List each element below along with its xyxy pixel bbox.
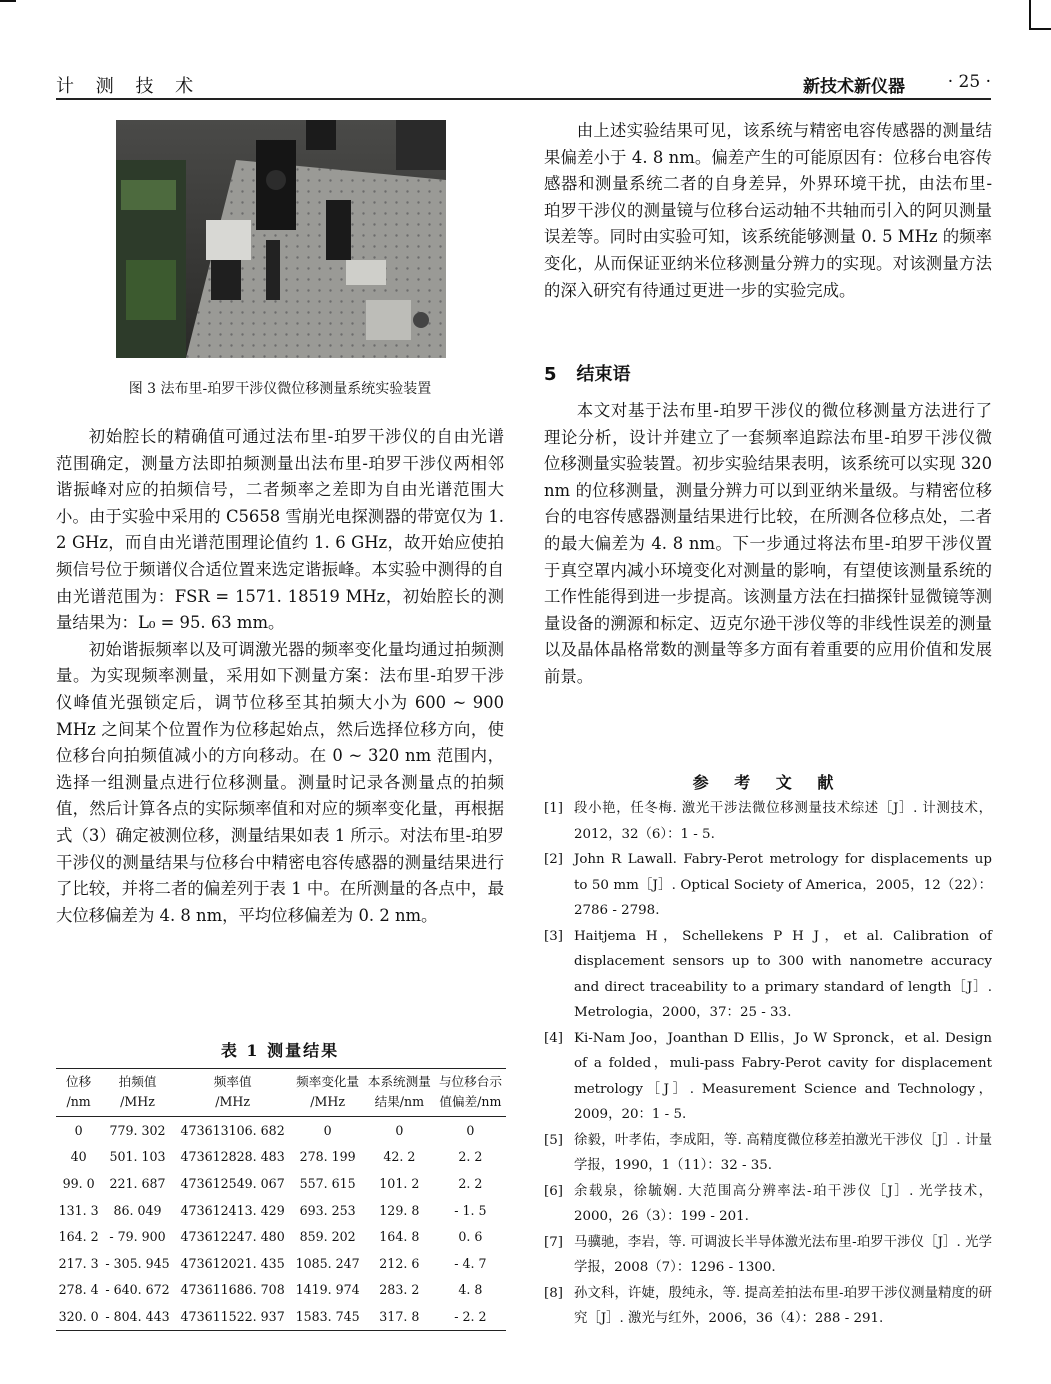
- table-cell: 1085. 247: [295, 1255, 360, 1271]
- reference-text: Ki-Nam Joo，Joanthan D Ellis，Jo W Spronck，et al. Design of a folded，muli-pass Fabry-Perot cavity for displacement metrology［J］. Measurement Science and Technology，2009，20：1 - 5.: [574, 1030, 992, 1122]
- references-heading: 参 考 文 献: [692, 773, 844, 792]
- header-cell: 频率值: [174, 1069, 292, 1093]
- left-column: [56, 424, 504, 929]
- table-cell: 40: [70, 1149, 87, 1165]
- table-cell: 1419. 974: [295, 1282, 360, 1298]
- table-cell: 473612549. 067: [180, 1175, 285, 1191]
- reference-item: [544, 1230, 992, 1281]
- header-cell: 值偏差/nm: [435, 1092, 506, 1117]
- table-cell: 278. 199: [299, 1149, 356, 1165]
- table-cell: 473612413. 429: [180, 1202, 285, 1218]
- reference-number: [4]: [544, 1030, 563, 1046]
- table-row: [56, 1117, 506, 1144]
- reference-text: 孙文科，许婕，殷纯永，等. 提高差拍法布里-珀罗干涉仪测量精度的研究［J］. 激光与红外，2006，36（4）：288 - 291.: [574, 1285, 992, 1326]
- table-cell: 473611686. 708: [180, 1282, 285, 1298]
- reference-item: [544, 924, 992, 1026]
- reference-number: [1]: [544, 801, 563, 816]
- header-cell: 位移: [56, 1069, 101, 1093]
- table-cell: 217. 3: [58, 1255, 99, 1271]
- table-row: [56, 1250, 506, 1277]
- header-cell: /MHz: [101, 1092, 174, 1117]
- table-row: [56, 1144, 506, 1171]
- reference-item: [544, 1179, 992, 1230]
- crop-mark-top-right-horizontal: [1029, 28, 1051, 30]
- paragraph-conclusion: 本文对基于法布里-珀罗干涉仪的微位移测量方法进行了理论分析，设计并建立了一套频率追踪法布里-珀罗干涉仪微位移测量实验装置。初步实验结果表明，该系统可以实现 320 nm 的位移测量，测量分辨力可以到亚纳米量级。与精密位移台的电容传感器测量结果进行比较，在所测各位移点处，二者的最大偏差为 4. 8 nm。下一步通过将法布里-珀罗干涉仪置于真空罩内减小环境变化对测量的影响，有望使该测量系统的工作性能得到进一步提高。该测量方法在扫描探针显微镜等测量设备的溯源和标定、迈克尔逊干涉仪等的非线性误差的测量以及晶体晶格常数的测量等多方面有着重要的应用价值和发展前景。: [544, 401, 992, 686]
- paragraph-frequency-measurement: 初始谐振频率以及可调激光器的频率变化量均通过拍频测量。为实现频率测量，采用如下测量方案：法布里-珀罗干涉仪峰值光强锁定后，调节位移至其拍频大小为 600 ~ 900 MHz 之间某个位置作为位移起始点，然后选择位移方向，使位移台向拍频值减小的方向移动。在 0 ~ 320 nm 范围内，选择一组测量点进行位移测量。测量时记录各测量点的拍频值，然后计算各点的实际频率值和对应的频率变化量，再根据式（3）确定被测位移，测量结果如表 1 所示。对法布里-珀罗干涉仪的测量结果与位移台中精密电容传感器的测量结果进行了比较，并将二者的偏差列于表 1 中。在所测量的各点中，最大位移偏差为 4. 8 nm，平均位移偏差为 0. 2 nm。: [56, 639, 504, 925]
- table-cell: 86. 049: [113, 1202, 162, 1218]
- table-header-row: [56, 1069, 506, 1093]
- table-row: [56, 1277, 506, 1304]
- figure-caption: 图 3 法布里-珀罗干涉仪微位移测量系统实验装置: [128, 381, 432, 397]
- running-header: [56, 72, 991, 100]
- table-cell: 320. 0: [56, 1303, 101, 1330]
- table-cell: - 305. 945: [105, 1255, 170, 1271]
- table-cell: 1583. 745: [291, 1303, 363, 1330]
- reference-number: [5]: [544, 1132, 563, 1148]
- table-cell: 0: [323, 1122, 332, 1138]
- table-cell: 2. 2: [458, 1175, 483, 1191]
- figure-3-photo: [116, 120, 446, 358]
- section-name: 新技术新仪器: [803, 77, 905, 97]
- table-cell: 42. 2: [383, 1149, 416, 1165]
- table-cell: - 4. 7: [454, 1255, 487, 1271]
- table-cell: 0: [466, 1122, 475, 1138]
- header-cell: 拍频值: [101, 1069, 174, 1093]
- table-cell: 164. 8: [379, 1229, 420, 1245]
- table-cell: 473612021. 435: [180, 1255, 285, 1271]
- table-cell: 4. 8: [458, 1282, 483, 1298]
- table-cell: 317. 8: [364, 1303, 435, 1330]
- header-cell: 与位移台示: [435, 1069, 506, 1093]
- reference-item: [544, 796, 992, 847]
- table-cell: 164. 2: [58, 1229, 99, 1245]
- table-cell: 99. 0: [62, 1175, 95, 1191]
- reference-item: [544, 1281, 992, 1332]
- table-cell: 501. 103: [109, 1149, 166, 1165]
- paragraph-results-discussion: 由上述实验结果可见，该系统与精密电容传感器的测量结果偏差小于 4. 8 nm。偏差产生的可能原因有：位移台电容传感器和测量系统二者的自身差异，外界环境干扰，由法布里-珀罗干涉仪的测量镜与位移台运动轴不共轴而引入的阿贝测量误差等。同时由实验可知，该系统能够测量 0. 5 MHz 的频率变化，从而保证亚纳米位移测量分辨力的实现。对该测量方法的深入研究有待通过更进一步的实验完成。: [544, 121, 992, 300]
- table-cell: - 640. 672: [105, 1282, 170, 1298]
- table-cell: 473612828. 483: [180, 1149, 285, 1165]
- header-cell: /nm: [56, 1092, 101, 1117]
- references-list: [544, 796, 992, 1332]
- table-cell: 278. 4: [58, 1282, 99, 1298]
- reference-text: 马骥驰，李岩，等. 可调波长半导体激光法布里-珀罗干涉仪［J］. 光学学报，2008（7）：1296 - 1300.: [574, 1234, 992, 1275]
- reference-text: 徐毅，叶孝佑，李成阳，等. 高精度微位移差拍激光干涉仪［J］. 计量学报，1990，1（11）：32 - 35.: [574, 1132, 992, 1173]
- header-cell: /MHz: [291, 1092, 363, 1117]
- table-cell: 0: [74, 1122, 83, 1138]
- reference-item: [544, 847, 992, 924]
- reference-text: Haitjema H，Schellekens P H J，et al. Calibration of displacement sensors up to 300 with nanometre accuracy and direct traceability to a primary standard of length［J］. Metrologia，2000，37：25 - 33.: [574, 928, 992, 1020]
- reference-number: [6]: [544, 1183, 563, 1199]
- reference-number: [3]: [544, 928, 563, 944]
- crop-mark-top-left: [0, 0, 16, 2]
- header-cell: 本系统测量: [364, 1069, 435, 1093]
- table-cell: 283. 2: [379, 1282, 420, 1298]
- crop-mark-top-right: [1029, 0, 1031, 30]
- reference-text: 段小艳，任冬梅. 激光干涉法微位移测量技术综述［J］. 计测技术，2012，32（6）：1 - 5.: [574, 801, 992, 842]
- reference-item: [544, 1026, 992, 1128]
- reference-text: John R Lawall. Fabry-Perot metrology for displacements up to 50 mm［J］. Optical Society of America，2005，12（22）：2786 - 2798.: [574, 852, 992, 918]
- section-5-heading: [544, 360, 631, 386]
- table-row: [56, 1170, 506, 1197]
- header-cell: 频率变化量: [291, 1069, 363, 1093]
- table-row: [56, 1223, 506, 1250]
- paragraph-initial-cavity-length: 初始腔长的精确值可通过法布里-珀罗干涉仪的自由光谱范围确定，测量方法即拍频测量出法布里-珀罗干涉仪两相邻谐振峰对应的拍频信号，二者频率之差即为自由光谱范围大小。由于实验中采用的 C5658 雪崩光电探测器的带宽仅为 1. 2 GHz，而自由光谱范围理论值约 1. 6 GHz，故开始应使拍频信号位于频谱仪合适位置来选定谐振峰。本实验中测得的自由光谱范围为：FSR = 1571. 18519 MHz，初始腔长的测量结果为：L₀ = 95. 63 mm。: [56, 427, 504, 633]
- table-cell: 779. 302: [109, 1122, 166, 1138]
- table-title: 表 1 测量结果: [220, 1041, 340, 1060]
- section-title: 结束语: [576, 364, 631, 385]
- conclusion-column: [544, 398, 992, 691]
- table-cell: 212. 6: [379, 1255, 420, 1271]
- table-cell: 859. 202: [299, 1229, 356, 1245]
- table-cell: - 79. 900: [109, 1229, 166, 1245]
- table-row: [56, 1303, 506, 1330]
- right-column-top: [544, 118, 992, 304]
- page-number: · 25 ·: [947, 72, 991, 92]
- reference-text: 余载泉，徐毓娴. 大范围高分辨率法-珀干涉仪［J］. 光学技术，2000，26（3）：199 - 201.: [574, 1183, 992, 1224]
- header-cell: 结果/nm: [364, 1092, 435, 1117]
- reference-number: [2]: [544, 852, 563, 867]
- reference-item: [544, 1128, 992, 1179]
- reference-number: [7]: [544, 1234, 563, 1250]
- table-cell: 473612247. 480: [180, 1229, 285, 1245]
- journal-name: 计 测 技 术: [56, 76, 202, 97]
- table-cell: 693. 253: [299, 1202, 356, 1218]
- reference-number: [8]: [544, 1285, 563, 1301]
- section-number: 5: [544, 364, 557, 385]
- table-cell: 221. 687: [109, 1175, 166, 1191]
- header-cell: /MHz: [174, 1092, 292, 1117]
- table-cell: 129. 8: [379, 1202, 420, 1218]
- table-cell: - 804. 443: [101, 1303, 174, 1330]
- table-header-row: [56, 1092, 506, 1117]
- table-cell: - 1. 5: [454, 1202, 487, 1218]
- table-cell: 2. 2: [458, 1149, 483, 1165]
- table-cell: - 2. 2: [435, 1303, 506, 1330]
- results-table: [56, 1068, 506, 1331]
- table-cell: 0. 6: [458, 1229, 483, 1245]
- table-cell: 557. 615: [299, 1175, 356, 1191]
- table-cell: 131. 3: [58, 1202, 99, 1218]
- table-row: [56, 1197, 506, 1224]
- table-cell: 473613106. 682: [180, 1122, 285, 1138]
- table-cell: 0: [395, 1122, 404, 1138]
- table-cell: 101. 2: [379, 1175, 420, 1191]
- experiment-setup-illustration: [116, 120, 446, 358]
- table-cell: 473611522. 937: [174, 1303, 292, 1330]
